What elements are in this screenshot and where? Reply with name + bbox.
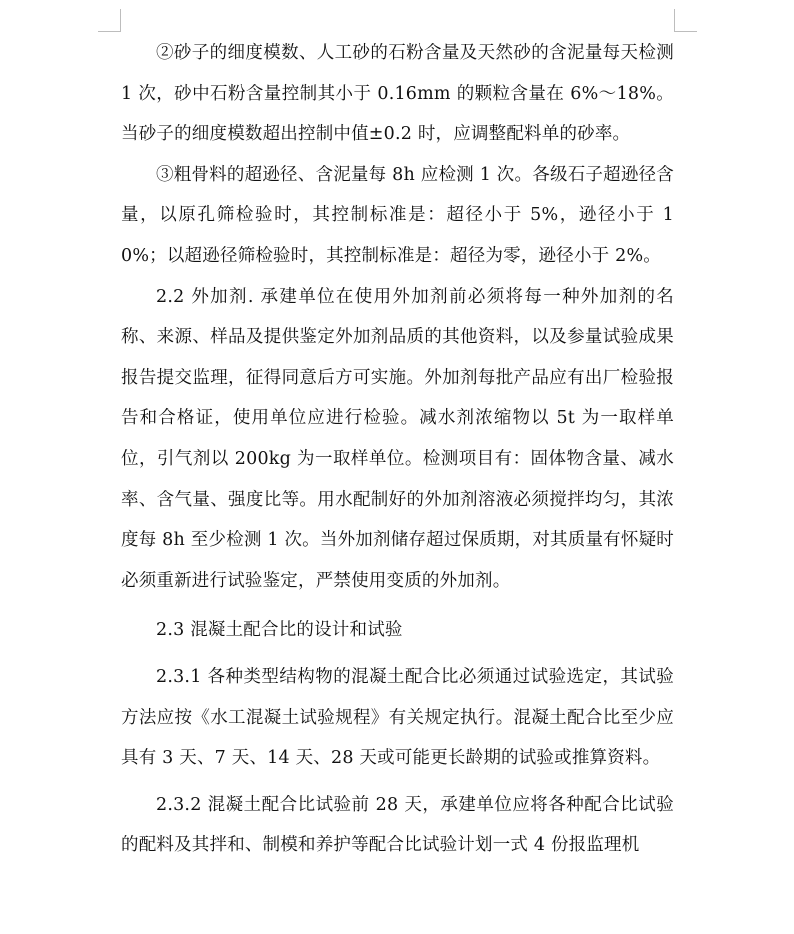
- paragraph-admixture: 2.2 外加剂. 承建单位在使用外加剂前必须将每一种外加剂的名称、来源、样品及提供鉴定外加剂品质的其他资料，以及参量试验成果报告提交监理，征得同意后方可实施。外加剂每批产品应有出厂检验报告和合格证，使用单位应进行检验。减水剂浓缩物以 5t 为一取样单位，引气剂以 200kg 为一取样单位。检测项目有：固体物含量、减水率、含气量、强度比等。用水配制好的外加剂溶液必须搅拌均匀，其浓度每 8h 至少检测 1 次。当外加剂储存超过保质期，对其质量有怀疑时必须重新进行试验鉴定，严禁使用变质的外加剂。: [121, 286, 674, 591]
- paragraph-mix-trial-selection: 2.3.1 各种类型结构物的混凝土配合比必须通过试验选定，其试验方法应按《水工混凝土试验规程》有关规定执行。混凝土配合比至少应具有 3 天、7 天、14 天、28 天或可能更长龄期的试验或推算资料。: [121, 666, 674, 769]
- section-heading-mix-design: 2.3 混凝土配合比的设计和试验: [156, 620, 403, 641]
- document-body: [121, 33, 674, 866]
- page-corner-mark-top-left: [98, 9, 121, 32]
- page-corner-mark-top-right: [674, 9, 697, 32]
- paragraph-mix-trial-schedule: 2.3.2 混凝土配合比试验前 28 天，承建单位应将各种配合比试验的配料及其拌和、制模和养护等配合比试验计划一式 4 份报监理机: [121, 794, 674, 856]
- paragraph-sand-testing: ②砂子的细度模数、人工砂的石粉含量及天然砂的含泥量每天检测 1 次，砂中石粉含量控制其小于 0.16mm 的颗粒含量在 6%～18%。当砂子的细度模数超出控制中值±0.2 时，应调整配料单的砂率。: [121, 43, 674, 145]
- paragraph-coarse-aggregate: ③粗骨料的超逊径、含泥量每 8h 应检测 1 次。各级石子超逊径含量，以原孔筛检验时，其控制标准是：超径小于 5%，逊径小于 10%；以超逊径筛检验时，其控制标准是：超径为零，逊径小于 2%。: [121, 164, 674, 266]
